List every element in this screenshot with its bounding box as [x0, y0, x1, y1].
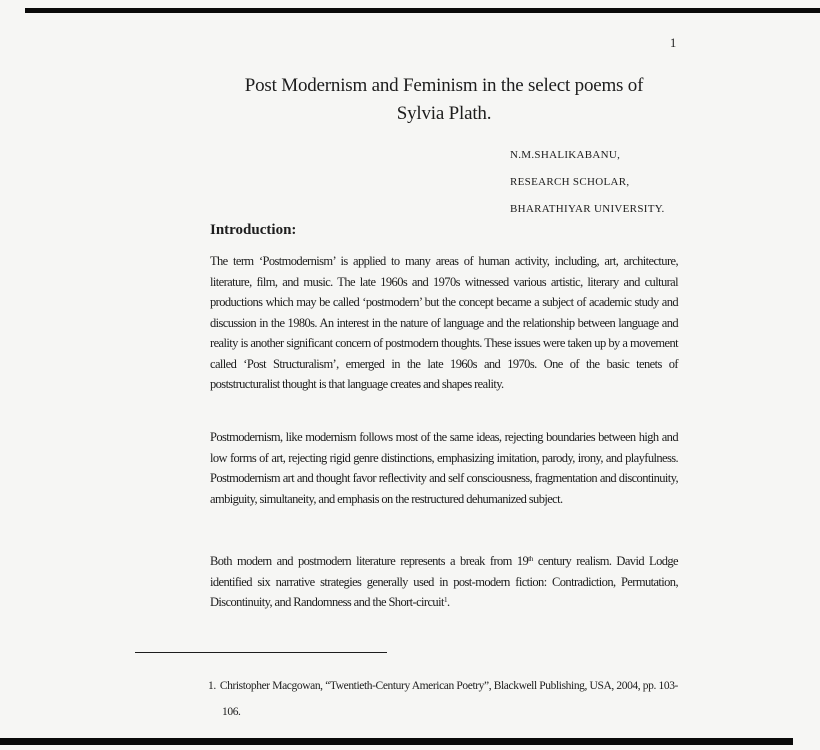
author-name: N.M.SHALIKABANU, [510, 149, 621, 161]
footnote-reference-1: 1 [443, 595, 447, 605]
document-title-line-2: Sylvia Plath. [396, 103, 492, 124]
footnote-text: Christopher Macgowan, “Twentieth-Century American Poetry”, Blackwell Publishing, USA, 2004, pp. 103-106. [219, 680, 678, 718]
scan-artifact-bottom-bar [0, 738, 793, 745]
page-number: 1 [670, 36, 677, 50]
author-university: BHARATHIYAR UNIVERSITY. [510, 203, 665, 215]
scan-artifact-top-bar [25, 8, 820, 13]
paragraph-intro-2: Postmodernism, like modernism follows most of the same ideas, rejecting boundaries between high and low forms of art, rejecting rigid genre distinctions, emphasizing imitation, parody, irony, and playfulness. Postmodernism art and thought favor reflectivity and self consciousness, fragmentation and discontinuity, ambiguity, simultaneity, and emphasis on the restructured dehumanized subject. [210, 430, 678, 506]
paragraph-3-text: . [446, 595, 450, 609]
document-title-line-1: Post Modernism and Feminism in the select poems of [244, 75, 644, 96]
paragraph-intro-3 [210, 551, 678, 613]
ordinal-superscript: th [528, 554, 533, 564]
section-heading-introduction: Introduction: [210, 222, 297, 238]
footnote-separator-rule [135, 652, 387, 653]
footnote-marker: 1. [208, 680, 216, 692]
author-block [510, 142, 665, 223]
document-title [210, 72, 678, 128]
footnote-entry [208, 673, 678, 725]
paragraph-3-text: Both modern and postmodern literature represents a break from 19 [210, 554, 529, 568]
paragraph-3-text: century realism. David Lodge identified six narrative strategies generally used in post-modern fiction: Contradiction, Permutation, Discontinuity, and Randomness and the Short-circuit [210, 554, 678, 609]
author-role: RESEARCH SCHOLAR, [510, 176, 630, 188]
paragraph-intro-1: The term ‘Postmodernism’ is applied to many areas of human activity, including, art, architecture, literature, film, and music. The late 1960s and 1970s witnessed various artistic, literary and cultural productions which may be called ‘postmodern’ but the concept became a subject of academic study and discussion in the 1980s. An interest in the nature of language and the relationship between language and reality is another significant concern of postmodern thoughts. These issues were taken up by a movement called ‘Post Structuralism’, emerged in the late 1960s and 1970s. One of the basic tenets of poststructuralist thought is that language creates and shapes reality. [210, 254, 678, 391]
